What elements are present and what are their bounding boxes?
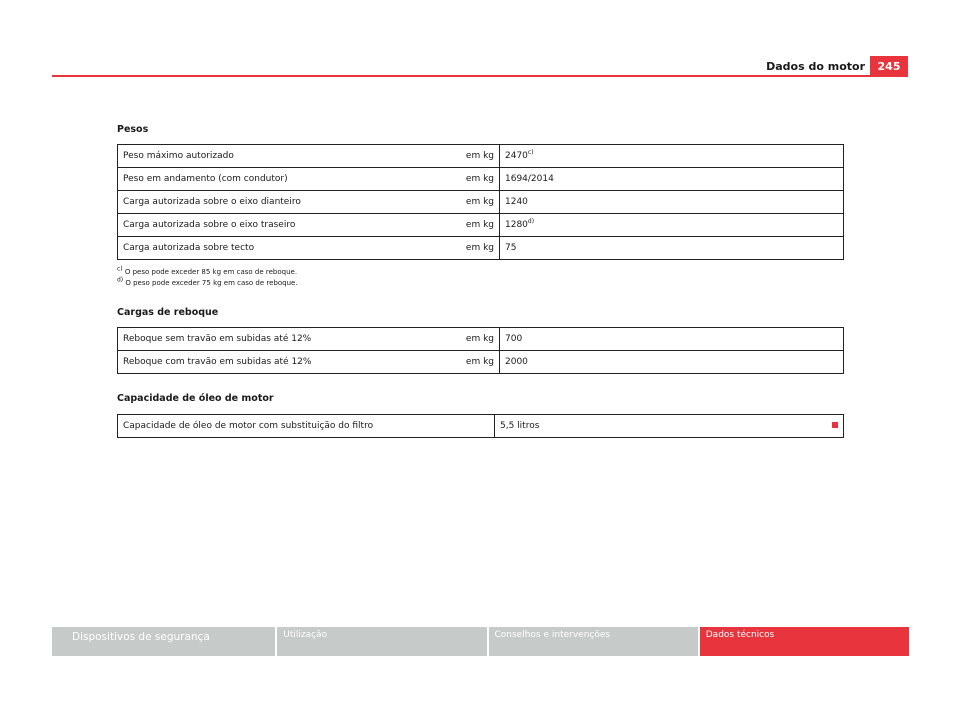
row-unit: em kg: [446, 168, 500, 191]
row-unit: em kg: [446, 191, 500, 214]
table-row: [118, 328, 844, 351]
table-row: [118, 168, 844, 191]
table-row: [118, 237, 844, 260]
row-unit: em kg: [446, 328, 500, 351]
section-heading-oleo: Capacidade de óleo de motor: [117, 393, 274, 404]
table-row: [118, 415, 844, 438]
row-unit: em kg: [446, 145, 500, 168]
footnotes: [117, 267, 298, 289]
footnote: [117, 278, 298, 289]
tab-conselhos-e-intervencoes[interactable]: Conselhos e intervenções: [489, 627, 698, 656]
row-unit: em kg: [446, 351, 500, 374]
footnote-mark: c): [117, 265, 123, 273]
row-unit: em kg: [446, 214, 500, 237]
row-label: Carga autorizada sobre tecto: [118, 237, 447, 260]
footnote-ref: d): [527, 218, 535, 225]
towing-table: [117, 327, 844, 374]
table-row: [118, 145, 844, 168]
row-label: Reboque com travão em subidas até 12%: [118, 351, 447, 374]
row-label: Carga autorizada sobre o eixo traseiro: [118, 214, 447, 237]
row-unit: em kg: [446, 237, 500, 260]
oil-table: [117, 414, 844, 438]
row-value: 75: [500, 237, 844, 260]
row-value: [500, 214, 844, 237]
section-heading-pesos: Pesos: [117, 124, 149, 135]
page-number: 245: [870, 56, 908, 77]
footnote-text: O peso pode exceder 85 kg em caso de reboque.: [122, 268, 298, 276]
table-row: [118, 191, 844, 214]
table-row: [118, 214, 844, 237]
row-label: Reboque sem travão em subidas até 12%: [118, 328, 447, 351]
weights-table: [117, 144, 844, 260]
footnote-text: O peso pode exceder 75 kg em caso de reboque.: [123, 279, 298, 287]
row-value: [495, 415, 844, 438]
tab-dispositivos-de-seguranca[interactable]: Dispositivos de segurança: [52, 627, 275, 656]
row-value: 700: [500, 328, 844, 351]
tab-dados-tecnicos[interactable]: Dados técnicos: [700, 627, 909, 656]
header-divider: [52, 75, 870, 77]
footnote-mark: d): [117, 276, 124, 284]
tab-utilizacao[interactable]: Utilização: [277, 627, 486, 656]
value-text: 5,5 litros: [500, 421, 540, 431]
page-section-title: Dados do motor: [766, 60, 865, 73]
row-value: 2000: [500, 351, 844, 374]
row-value: 1240: [500, 191, 844, 214]
footer-tab-bar: [52, 627, 909, 656]
value-text: 2470: [505, 151, 528, 161]
row-label: Carga autorizada sobre o eixo dianteiro: [118, 191, 447, 214]
row-value: 1694/2014: [500, 168, 844, 191]
row-value: [500, 145, 844, 168]
row-label: Capacidade de óleo de motor com substituição do filtro: [118, 415, 495, 438]
footnote: [117, 267, 298, 278]
table-row: [118, 351, 844, 374]
footnote-ref: c): [527, 149, 534, 156]
row-label: Peso em andamento (com condutor): [118, 168, 447, 191]
row-label: Peso máximo autorizado: [118, 145, 447, 168]
value-text: 1280: [505, 220, 528, 230]
section-heading-reboque: Cargas de reboque: [117, 307, 219, 318]
end-of-section-icon: [832, 422, 838, 428]
